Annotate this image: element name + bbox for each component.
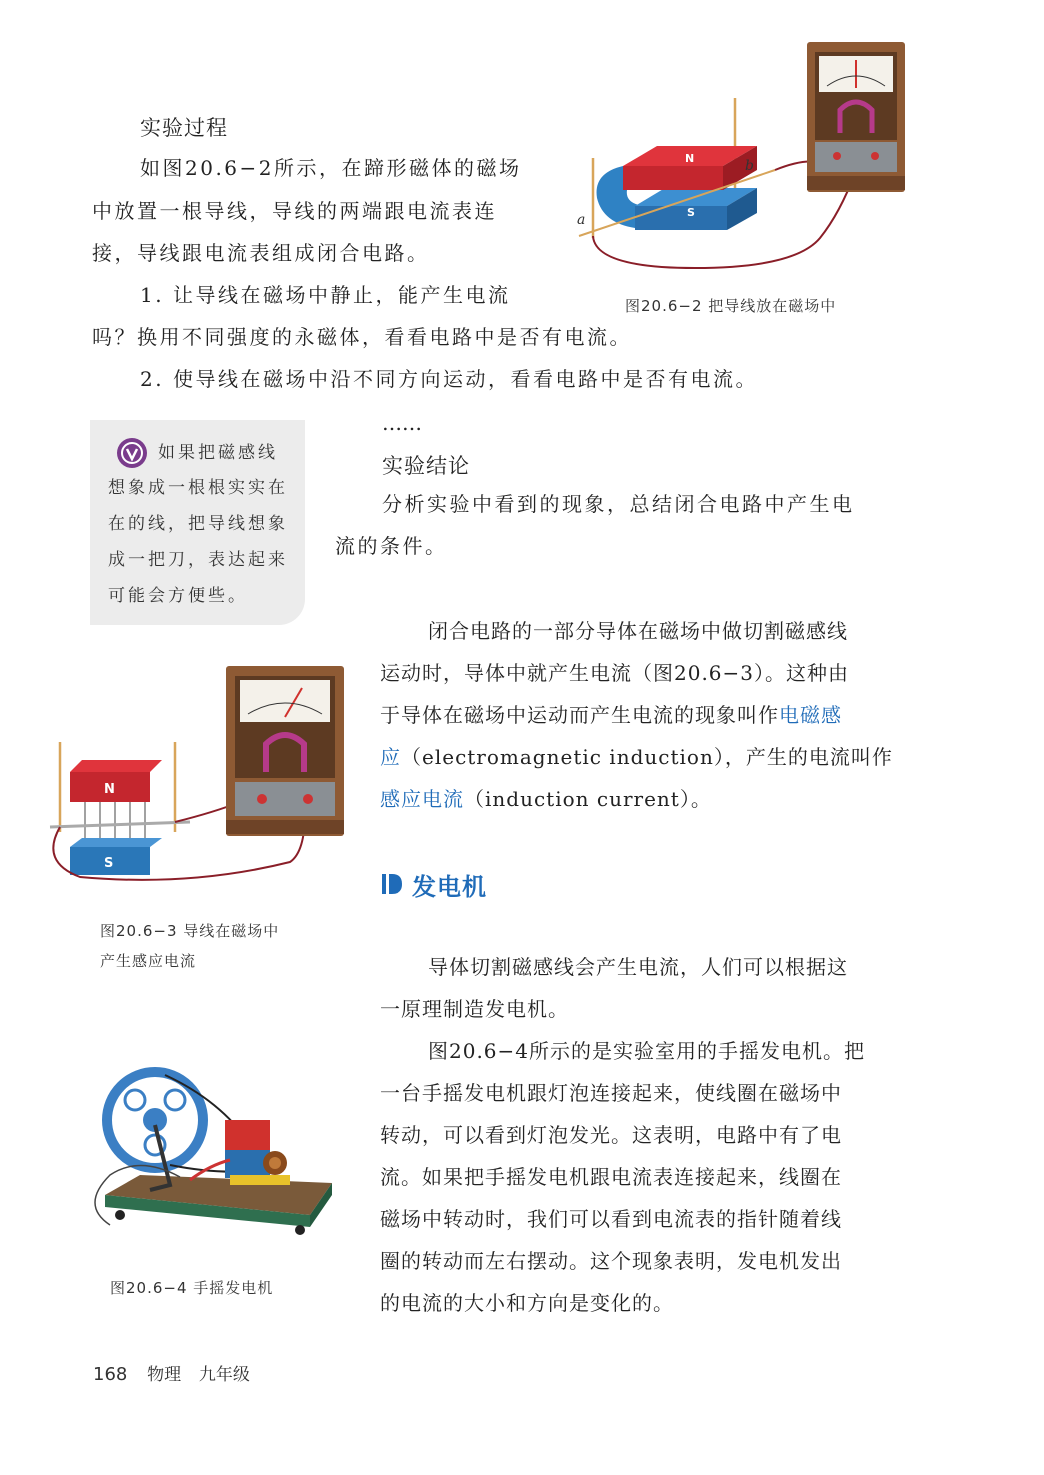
- footer-grade: 九年级: [198, 1365, 250, 1385]
- fig3-n-label: N: [104, 782, 115, 797]
- tip-line-5: 可能会方便些。: [108, 586, 248, 606]
- keyword-electromagnetic-induction-part2: 应: [380, 745, 401, 769]
- fig2-label-a: a: [577, 212, 586, 228]
- tip-line-2: 想象成一根根实实在: [108, 478, 288, 498]
- keyword-induction-current: 感应电流: [380, 787, 464, 811]
- induction-line-5: [380, 778, 712, 820]
- footer-subject: 物理: [147, 1365, 182, 1385]
- figure-20-6-2: [565, 38, 925, 278]
- generator-p2-line-7: 的电流的大小和方向是变化的。: [380, 1291, 674, 1315]
- fig2-label-b: b: [745, 158, 754, 174]
- generator-p2-line-3: 转动，可以看到灯泡发光。这表明，电路中有了电: [380, 1123, 842, 1147]
- conclusion-line-2: 流的条件。: [335, 534, 448, 558]
- generator-p1-line-2: 一原理制造发电机。: [380, 997, 569, 1021]
- figure-20-6-3: [40, 662, 348, 887]
- generator-p2-line-4: 流。如果把手摇发电机跟电流表连接起来，线圈在: [380, 1165, 842, 1189]
- fig2-n-label: N: [685, 152, 695, 165]
- fig3-caption-line-2: 产生感应电流: [100, 952, 197, 970]
- step2-line: 2. 使导线在磁场中沿不同方向运动，看看电路中是否有电流。: [140, 367, 758, 391]
- intro-line-2: 中放置一根导线，导线的两端跟电流表连: [92, 199, 497, 223]
- intro-line-1: 如图20.6−2所示，在蹄形磁体的磁场: [140, 156, 522, 180]
- generator-heading: 发电机: [412, 873, 487, 901]
- induction-line-1: 闭合电路的一部分导体在磁场中做切割磁感线: [428, 619, 848, 643]
- fig2-caption: 图20.6−2 把导线放在磁场中: [625, 297, 837, 315]
- tip-line-1: 如果把磁感线: [158, 443, 278, 463]
- conclusion-line-1: 分析实验中看到的现象，总结闭合电路中产生电: [382, 492, 855, 516]
- ellipsis: ……: [382, 411, 422, 435]
- induction-line-4: [380, 736, 893, 778]
- page-footer: [93, 1360, 250, 1385]
- tip-line-3: 在的线，把导线想象: [108, 514, 288, 534]
- tip-icon: [117, 438, 147, 468]
- induction-line-4-text: （electromagnetic induction），产生的电流叫作: [401, 745, 893, 769]
- generator-p2-line-6: 圈的转动而左右摆动。这个现象表明，发电机发出: [380, 1249, 842, 1273]
- generator-p2-line-5: 磁场中转动时，我们可以看到电流表的指针随着线: [380, 1207, 842, 1231]
- intro-line-3: 接，导线跟电流表组成闭合电路。: [92, 241, 430, 265]
- figure-20-6-4: [70, 1065, 335, 1245]
- section-marker-icon: [382, 872, 402, 896]
- process-heading: 实验过程: [140, 116, 228, 140]
- induction-line-3-text: 于导体在磁场中运动而产生电流的现象叫作: [380, 703, 779, 727]
- fig3-caption-line-1: 图20.6−3 导线在磁场中: [100, 922, 280, 940]
- step1-line-2: 吗？换用不同强度的永磁体，看看电路中是否有电流。: [92, 325, 632, 349]
- generator-p2-line-2: 一台手摇发电机跟灯泡连接起来，使线圈在磁场中: [380, 1081, 842, 1105]
- fig2-s-label: S: [687, 206, 695, 219]
- keyword-electromagnetic-induction-part1: 电磁感: [779, 703, 842, 727]
- induction-line-3: [380, 694, 842, 736]
- step1-line-1: 1. 让导线在磁场中静止，能产生电流: [140, 283, 511, 307]
- generator-p2-line-1: 图20.6−4所示的是实验室用的手摇发电机。把: [428, 1039, 866, 1063]
- generator-p1-line-1: 导体切割磁感线会产生电流，人们可以根据这: [428, 955, 848, 979]
- conclusion-heading: 实验结论: [382, 454, 470, 478]
- induction-line-2: 运动时，导体中就产生电流（图20.6−3）。这种由: [380, 661, 850, 685]
- induction-line-5-text: （induction current）。: [464, 787, 712, 811]
- tip-line-4: 成一把刀，表达起来: [108, 550, 288, 570]
- fig3-s-label: S: [104, 856, 114, 871]
- fig4-caption: 图20.6−4 手摇发电机: [110, 1279, 274, 1297]
- page-number: 168: [93, 1364, 128, 1385]
